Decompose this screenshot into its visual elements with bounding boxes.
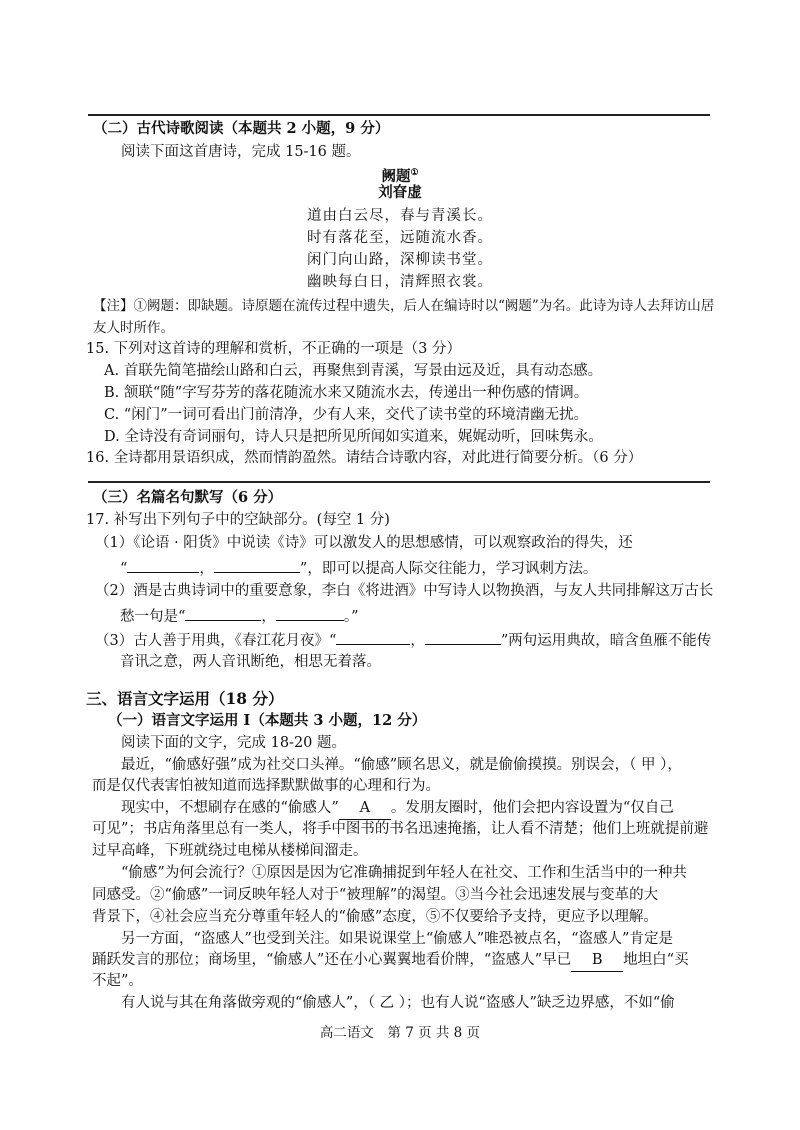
passage-paragraph-4-cont [92,949,689,972]
poem-line: 道由白云尽，春与青溪长。 [307,208,493,224]
poem-line: 时有落花至，远随流水香。 [307,230,493,246]
p2-post: 。发朋友圈时，他们会把内容设置为“仅自己 [390,800,674,816]
part-3-header: 三、语言文字运用（18 分） [86,689,284,708]
passage-paragraph-4-cont: 不起”。 [92,973,143,989]
poem-note: 【注】①阙题：即缺题。诗原题在流传过程中遗失，后人在编诗时以“阙题”为名。此诗为诗人去拜访山居 [93,298,715,314]
p4-pre: 踊跃发言的那位；商场里，“偷感人”还在小心翼翼地看价牌，“盗感人”早已 [92,952,572,968]
passage-paragraph-2-cont: 可见”；书店角落里总有一类人，将手中图书的书名迅速掩搐，让人看不清楚；他们上班就提前避 [92,821,709,837]
question-17-item-3-cont: 音讯之意，两人音讯断绝，相思无着落。 [120,654,381,670]
p4-post: 地坦白“买 [623,952,689,968]
fill-blank[interactable] [214,556,300,573]
passage-paragraph-3-cont: 背景下，④社会应当充分尊重年轻人的“偷感”态度，⑤不仅要给予支持，更应予以理解。 [92,909,658,925]
passage-paragraph-4: 另一方面，“盗感人”也受到关注。如果说课堂上“偷感人”唯恐被点名，“盗感人”肯定是 [121,931,673,947]
quote-mark: “ [120,561,128,577]
poem-line: 闲门向山路，深柳读书堂。 [307,252,493,268]
poem-title-text: 阙题 [381,167,411,185]
blank-a[interactable]: A [339,797,391,820]
comma: ， [410,633,425,649]
question-17-item-2-blanks [120,604,359,628]
question-15-option-d: D. 全诗没有奇词丽句，诗人只是把所见所闻如实道来，娓娓动听，回味隽永。 [104,429,603,445]
question-15-stem: 15. 下列对这首诗的理解和赏析，不正确的一项是（3 分） [86,341,462,357]
item-3-prefix: （3）古人善于用典，《春江花月夜》“ [95,633,337,649]
fill-blank[interactable] [336,628,410,645]
item-3-suffix: ”两句运用典故，暗含鱼雁不能传 [500,633,712,649]
fill-blank[interactable] [185,604,261,621]
poem-line: 幽映每白日，清辉照衣裳。 [307,274,493,290]
item-1-rest: ”，即可以提高人际交往能力，学习讽刺方法。 [299,561,598,577]
passage-paragraph-5: 有人说与其在角落做旁观的“偷感人”，（ 乙 ）；也有人说“盗感人”缺乏边界感，不如“偷 [121,995,675,1011]
blank-b[interactable]: B [571,949,623,972]
section-3-header: （三）名篇名句默写（6 分） [93,489,283,506]
fill-blank[interactable] [127,556,199,573]
question-15-option-c: C. “闲门”一词可看出门前清净，少有人来，交代了读书堂的环境清幽无扰。 [104,407,589,423]
question-15-option-b: B. 颔联“随”字写芬芳的落花随流水来又随流水去，传递出一种伤感的情调。 [104,385,589,401]
section-2-header: （二）古代诗歌阅读（本题共 2 小题，9 分） [93,120,390,137]
item-2-prefix: 愁一句是“ [120,609,186,625]
page-footer: 高二语文 第 7 页 共 8 页 [319,1025,481,1041]
question-15-option-a: A. 首联先简笔描绘山路和白云，再聚焦到青溪，写景由远及近，具有动态感。 [104,363,603,379]
passage-paragraph-2 [121,797,674,820]
part-3-sub-header: （一）语言文字运用 Ⅰ（本题共 3 小题，12 分） [108,712,427,729]
passage-paragraph-1-cont: 而是仅代表害怕被知道而选择默默做事的心理和行为。 [92,778,440,794]
comma: ， [261,609,276,625]
divider-top [88,114,710,116]
passage-paragraph-1: 最近，“偷感好强”成为社交口头禅。“偷感”顾名思义，就是偷偷摸摸。别误会，（ 甲 ）， [121,757,682,773]
section-2-intro: 阅读下面这首唐诗，完成 15-16 题。 [121,144,361,160]
passage-paragraph-2-cont: 过早高峰，下班就绕过电梯从楼梯间溜走。 [92,843,368,859]
fill-blank[interactable] [276,604,344,621]
question-17-item-1: （1）《论语 · 阳货》中说读《诗》可以激发人的思想感情，可以观察政治的得失，还 [95,535,633,551]
poem-note-cont: 友人时所作。 [93,320,174,336]
passage-paragraph-3-cont: 同感受。②“偷感”一词反映年轻人对于“被理解”的渴望。③当今社会迅速发展与变革的大 [92,887,659,903]
question-17-item-2: （2）酒是古典诗词中的重要意象，李白《将进酒》中写诗人以物换酒，与友人共同排解这万古长 [95,583,714,599]
poem-author: 刘眘虚 [378,184,422,201]
part-3-intro: 阅读下面的文字，完成 18-20 题。 [121,735,347,751]
question-17-item-3 [95,628,711,652]
item-2-end: 。” [343,609,359,625]
comma: ， [199,561,214,577]
fill-blank[interactable] [425,628,501,645]
question-16: 16. 全诗都用景语织成，然而情韵盈然。请结合诗歌内容，对此进行简要分析。（6 分） [86,450,643,466]
passage-paragraph-3: “偷感”为何会流行？①原因是因为它准确捕捉到年轻人在社交、工作和生活当中的一种共 [121,865,687,881]
question-17-stem: 17. 补写出下列句子中的空缺部分。(每空 1 分) [86,512,390,528]
poem-title-note-mark: ① [410,168,419,178]
divider-middle [88,481,710,483]
p2-pre: 现实中，不想刷存在感的“偷感人” [121,800,339,816]
question-17-item-1-blanks [120,556,597,580]
